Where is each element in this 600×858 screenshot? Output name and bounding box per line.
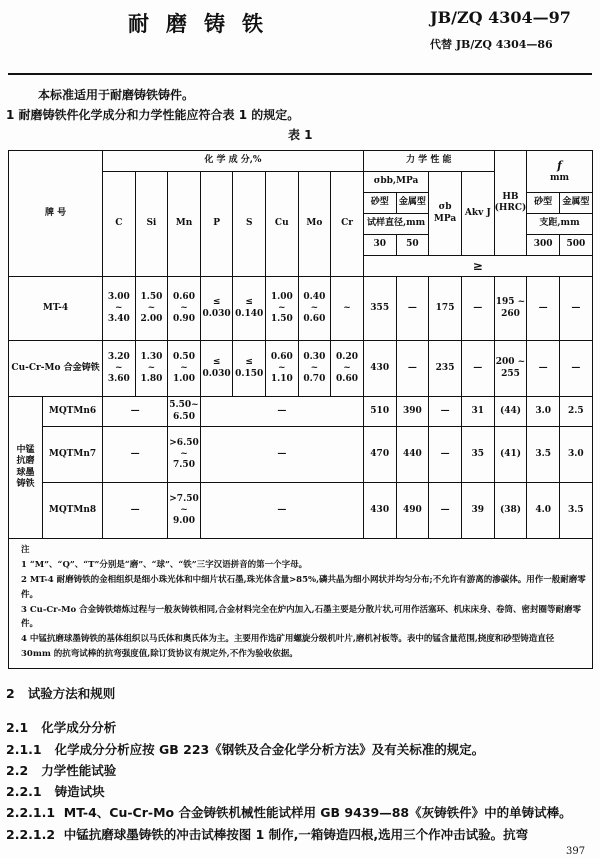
cell-bb30: 430 [363,341,396,397]
note-3: 3 Cu-Cr-Mo 合金铸铁熔炼过程与一般灰铸铁相同,合金材料完全在炉内加入,石墨主要是分散片状,可用作活塞环、机床床身、卷筒、密封圈等耐磨零件。 [21,604,582,630]
table-row [9,341,593,397]
dia-50: 50 [396,235,429,256]
cell-akv: 35 [461,427,494,483]
cell-mn: >7.50 ~ 9.00 [168,483,201,539]
cell-cr: ~ [331,277,364,341]
intro-text: 本标准适用于耐磨铸铁铸件。 [38,88,195,102]
el-s: S [233,172,266,277]
cell-sb: — [429,397,462,427]
cell-mn: >6.50 ~ 7.50 [168,427,201,483]
metal-mold: 金属型 [396,193,429,214]
cell-hb: (41) [494,427,527,483]
dia-30: 30 [363,235,396,256]
page-number: 397 [566,846,586,857]
grade-cell: MQTMn6 [43,397,103,427]
cell-f300: — [527,277,560,341]
grade-cell: Cu-Cr-Mo 合金铸铁 [9,341,103,397]
specimen-diameter: 试样直径,mm [363,214,428,235]
header-rule [8,73,592,75]
sigma-bb-header: σbb,MPa [363,172,428,193]
cell-c-si: — [103,427,168,483]
cell-c: 3.00 ~ 3.40 [103,277,136,341]
cell-f500: 3.5 [560,483,593,539]
section-2-1: 2.1 化学成分分析 [6,720,117,735]
cell-f500: — [560,341,593,397]
cell-mn: 0.60 ~ 0.90 [168,277,201,341]
cell-sb: — [429,427,462,483]
cell-f500: 2.5 [560,397,593,427]
cell-cu: 0.60 ~ 1.10 [265,341,298,397]
cell-p-cr: — [200,427,363,483]
cell-p-cr: — [200,397,363,427]
cell-sb: 235 [429,341,462,397]
cell-hb: (44) [494,397,527,427]
el-c: C [103,172,136,277]
cell-p-cr: — [200,483,363,539]
cell-bb50: — [396,277,429,341]
table-1 [8,150,593,669]
span-300: 300 [527,235,560,256]
document-title: 耐磨铸铁 [128,12,280,36]
cell-bb30: 430 [363,483,396,539]
grade-cell: MQTMn7 [43,427,103,483]
cell-mn: 0.50 ~ 1.00 [168,341,201,397]
section-2: 2 试验方法和规则 [6,686,116,701]
grade-header: 牌 号 [9,151,103,277]
cell-bb50: — [396,341,429,397]
cell-c: 3.20 ~ 3.60 [103,341,136,397]
sigma-b-header: σb MPa [429,172,462,256]
cell-akv: 31 [461,397,494,427]
cell-p: ≤ 0.030 [200,277,233,341]
cell-sb: 175 [429,277,462,341]
cell-akv: — [461,277,494,341]
table-row [9,427,593,483]
group-label-cell: 中锰抗磨球墨铸铁 [9,397,43,539]
f-header: f mm [527,151,592,193]
cell-f300: 3.0 [527,397,560,427]
cell-mn: 5.50~ 6.50 [168,397,201,427]
span-500: 500 [560,235,593,256]
cell-hb: (38) [494,483,527,539]
cell-si: 1.30 ~ 1.80 [135,341,168,397]
note-4: 4 中锰抗磨球墨铸铁的基体组织以马氏体和奥氏体为主。主要用作选矿用螺旋分级机叶片,磨机衬板等。表中的锰含量范围,挠度和砂型铸造直径 30mm 的抗弯试棒的抗弯强度值,除订货协议有规定外,不作为验收依据。 [21,634,555,660]
el-si: Si [135,172,168,277]
cell-hb: 200 ~ 255 [494,341,527,397]
standard-number: JB/ZQ 4304—97 [430,8,571,27]
el-mn: Mn [168,172,201,277]
cell-cu: 1.00 ~ 1.50 [265,277,298,341]
table-row [9,483,593,539]
grade-cell: MQTMn8 [43,483,103,539]
cell-c-si: — [103,483,168,539]
notes-title: 注 [21,545,30,555]
cell-c-si: — [103,397,168,427]
note-2: 2 MT-4 耐磨铸铁的金相组织是细小珠光体和中细片状石墨,珠光体含量>85%,磷共晶为细小网状并均匀分布;不允许有游离的渗碳体。用作一般耐磨零件。 [21,574,586,600]
grade-cell: MT-4 [9,277,103,341]
f-sand-mold: 砂型 [527,193,560,214]
cell-f500: — [560,277,593,341]
cell-mo: 0.40 ~ 0.60 [298,277,331,341]
cell-hb: 195 ~ 260 [494,277,527,341]
el-mo: Mo [298,172,331,277]
cell-bb50: 490 [396,483,429,539]
el-p: P [200,172,233,277]
mech-header: 力 学 性 能 [363,151,494,172]
section-2-2-1-1: 2.2.1.1 MT-4、Cu-Cr-Mo 合金铸铁机械性能试样用 GB 9439—88《灰铸铁件》中的单铸试棒。 [6,805,572,820]
section-2-2: 2.2 力学性能试验 [6,763,117,778]
cell-p: ≤ 0.030 [200,341,233,397]
table-row [9,397,593,427]
cell-bb30: 510 [363,397,396,427]
cell-f300: — [527,341,560,397]
section-2-2-1: 2.2.1 铸造试块 [6,784,105,799]
replaces-standard: 代替 JB/ZQ 4304—86 [430,38,553,51]
f-metal-mold: 金属型 [560,193,593,214]
cell-s: ≤ 0.140 [233,277,266,341]
cell-f300: 3.5 [527,427,560,483]
table-notes [9,539,593,669]
cell-akv: — [461,341,494,397]
cell-sb: — [429,483,462,539]
cell-cr: 0.20 ~ 0.60 [331,341,364,397]
cell-bb30: 470 [363,427,396,483]
section-2-2-1-2: 2.2.1.2 中锰抗磨球墨铸铁的冲击试棒按图 1 制作,一箱铸造四根,选用三个作冲击试验。抗弯 [6,827,529,842]
table-caption: 表 1 [288,128,313,142]
hb-header: HB (HRC) [494,151,527,256]
cell-f300: 4.0 [527,483,560,539]
el-cr: Cr [331,172,364,277]
cell-bb50: 390 [396,397,429,427]
cell-si: 1.50 ~ 2.00 [135,277,168,341]
akv-header: Akv J [461,172,494,256]
span-header: 支距,mm [527,214,592,235]
cell-bb30: 355 [363,277,396,341]
section-2-1-1: 2.1.1 化学成分分析应按 GB 223《钢铁及合金化学分析方法》及有关标准的规定。 [6,742,485,757]
chem-header: 化 学 成 分,% [103,151,364,172]
cell-bb50: 440 [396,427,429,483]
min-symbol: ≥ [363,256,592,277]
clause-1: 1 耐磨铸铁件化学成分和力学性能应符合表 1 的规定。 [6,108,300,122]
cell-akv: 39 [461,483,494,539]
table-row [9,277,593,341]
cell-s: ≤ 0.150 [233,341,266,397]
note-1: 1 “M”、“Q”、“T”分别是“磨”、“球”、“铁”三字汉语拼音的第一个字母。 [21,559,308,570]
cell-f500: 3.0 [560,427,593,483]
sand-mold: 砂型 [363,193,396,214]
el-cu: Cu [265,172,298,277]
cell-mo: 0.30 ~ 0.70 [298,341,331,397]
